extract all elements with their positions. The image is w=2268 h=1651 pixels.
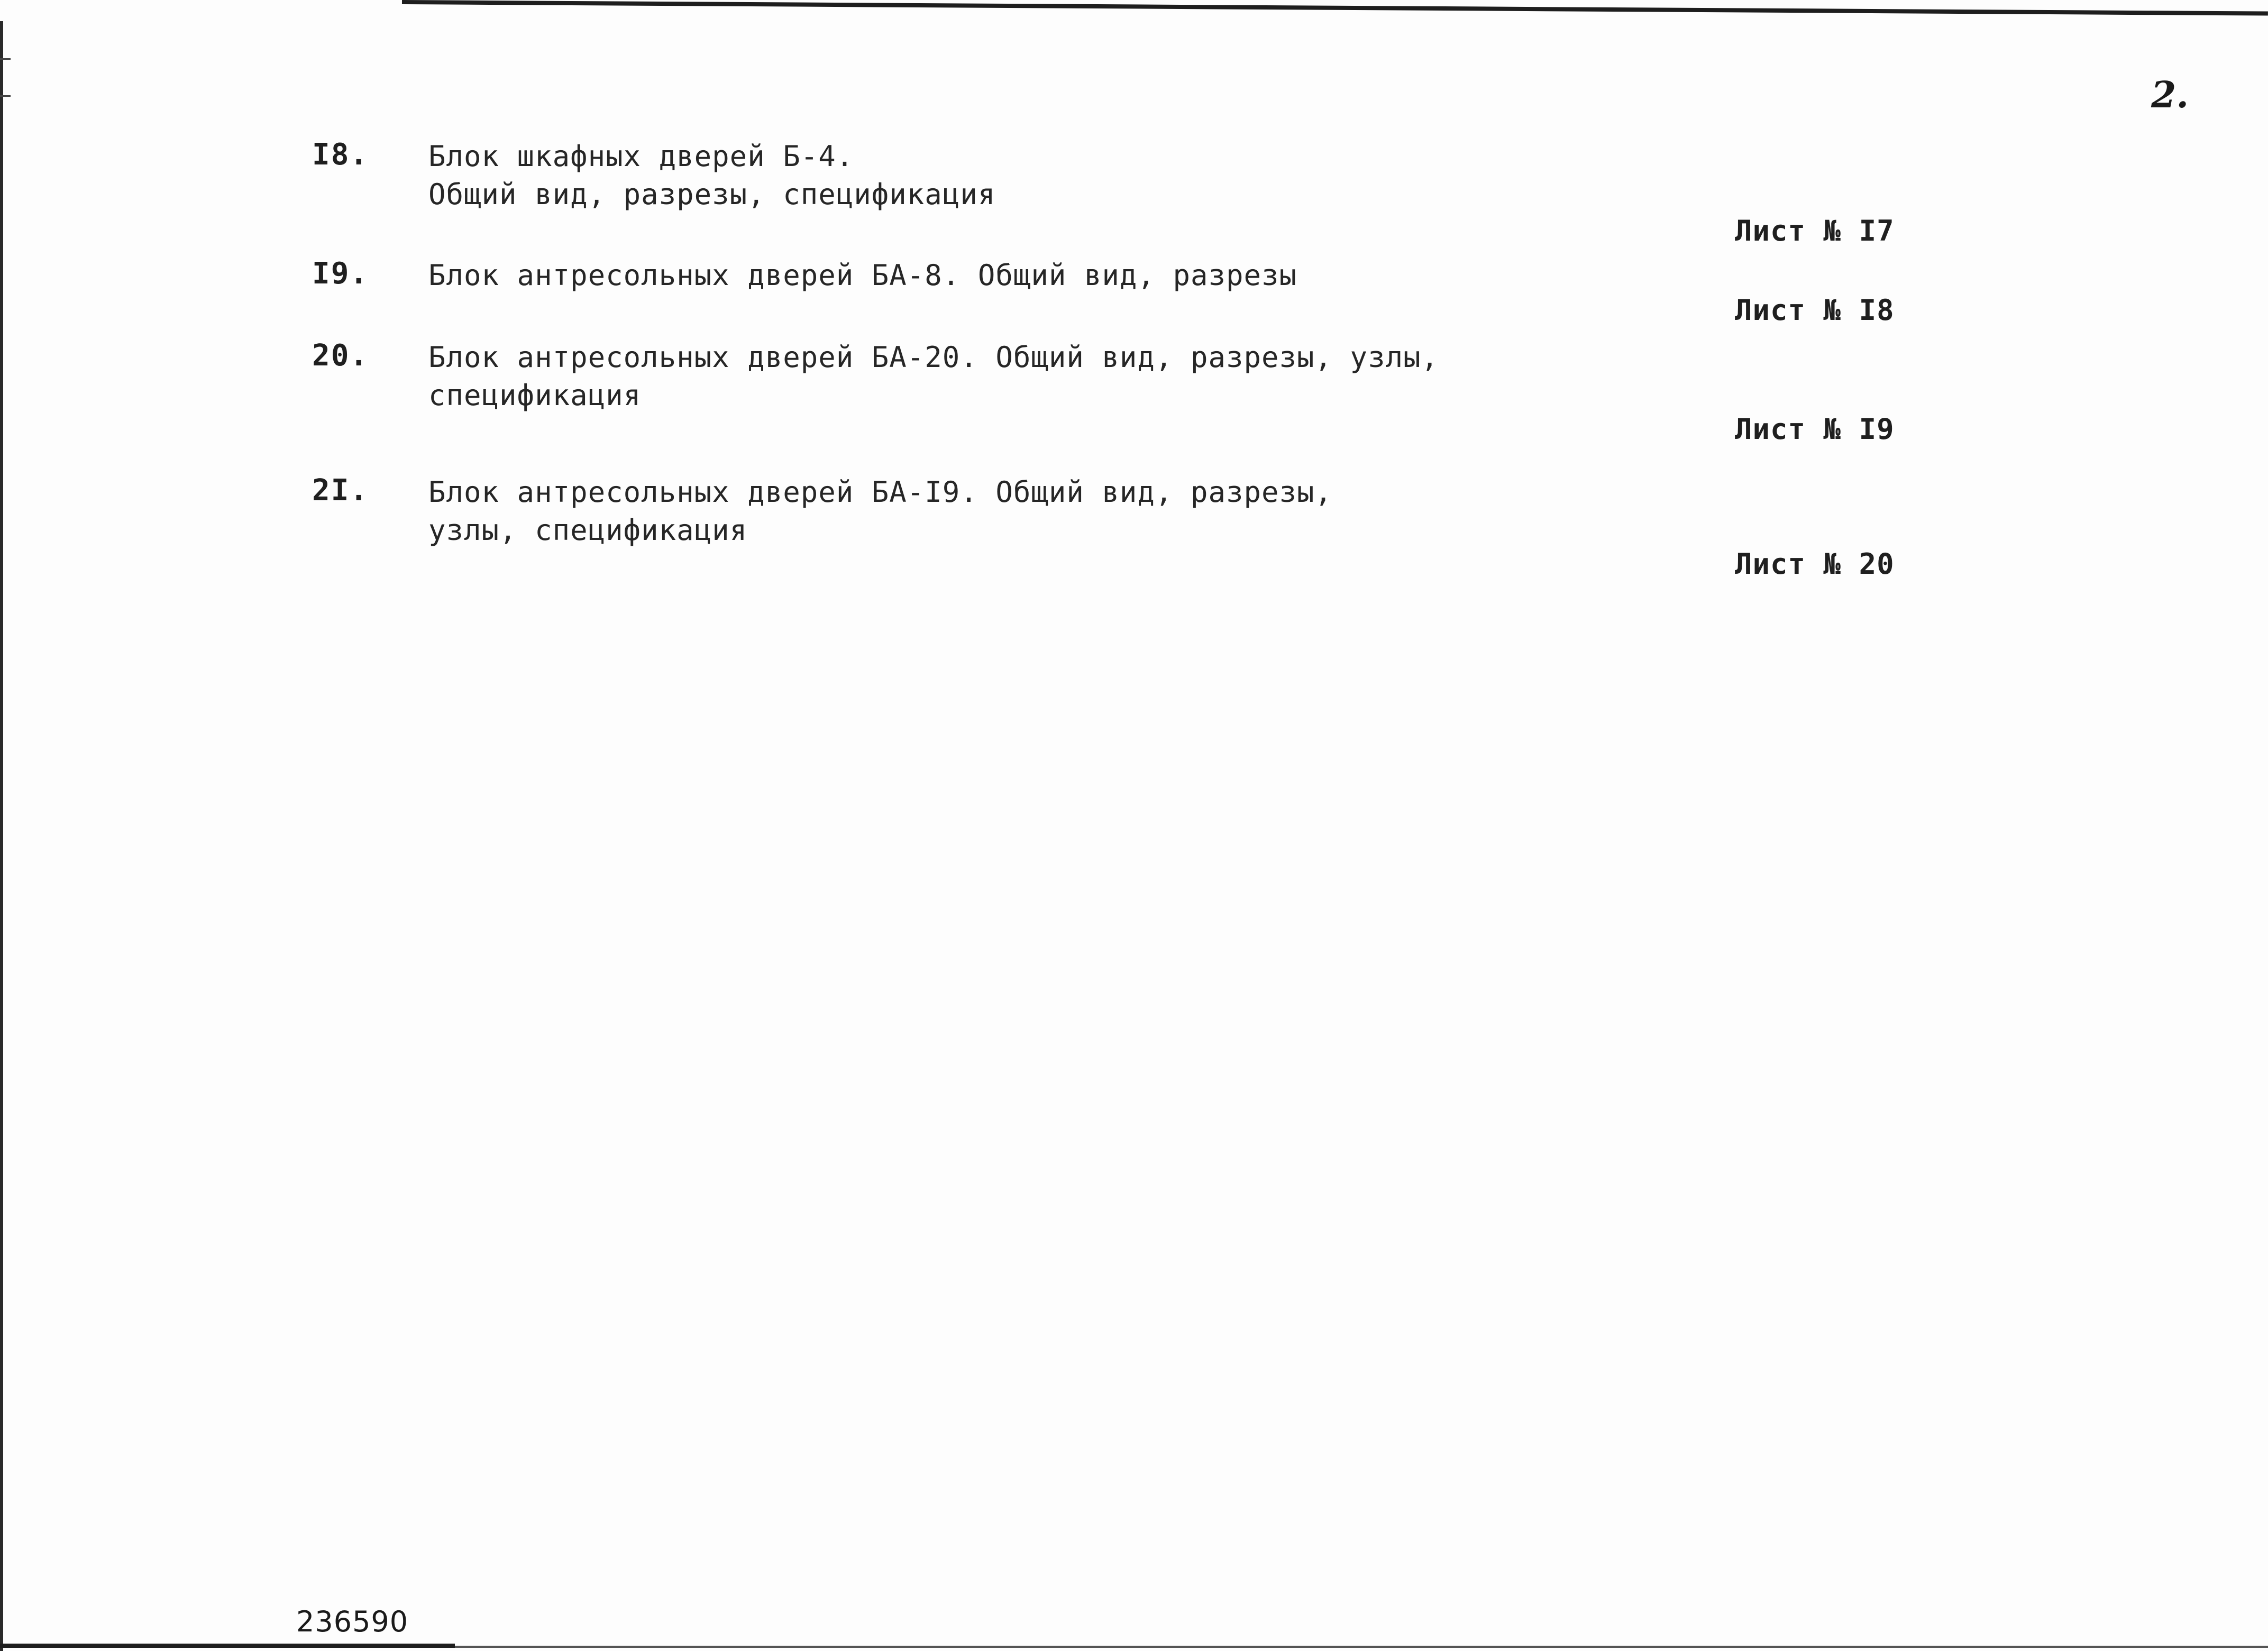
entry-line: спецификация: [428, 379, 642, 412]
document-code: 236590: [296, 1605, 409, 1638]
entry-number: 20.: [312, 338, 369, 373]
page-number: 2.: [2151, 74, 2189, 116]
scan-tick-mark: [0, 58, 11, 60]
entry-line: Блок антресольных дверей БА-I9. Общий вид, разрезы,: [428, 475, 1333, 509]
entry-line: узлы, спецификация: [428, 513, 748, 547]
frame-bottom-line-faint: [455, 1646, 2268, 1648]
entry-sheet-ref: Лист № I9: [1735, 412, 1895, 446]
entry-title: [428, 137, 1486, 214]
entry-line: Блок шкафных дверей Б-4.: [428, 140, 854, 173]
entry-number: I9.: [312, 256, 369, 291]
entry-line: Блок антресольных дверей БА-20. Общий вид, разрезы, узлы,: [428, 341, 1439, 374]
entry-number: 2I.: [312, 473, 369, 508]
entry-title: [428, 338, 1486, 415]
entry-sheet-ref: Лист № 20: [1735, 547, 1895, 581]
scan-tick-mark: [0, 95, 11, 97]
frame-left-line: [0, 21, 3, 1651]
entry-line: Блок антресольных дверей БА-8. Общий вид, разрезы: [428, 259, 1297, 292]
frame-top-line: [402, 0, 2268, 16]
entry-sheet-ref: Лист № I7: [1735, 214, 1895, 247]
entry-title: [428, 473, 1486, 549]
entry-title: [428, 256, 1486, 295]
entry-sheet-ref: Лист № I8: [1735, 293, 1895, 327]
entry-number: I8.: [312, 137, 369, 172]
entry-line: Общий вид, разрезы, спецификация: [428, 178, 996, 211]
frame-bottom-line: [0, 1644, 455, 1648]
